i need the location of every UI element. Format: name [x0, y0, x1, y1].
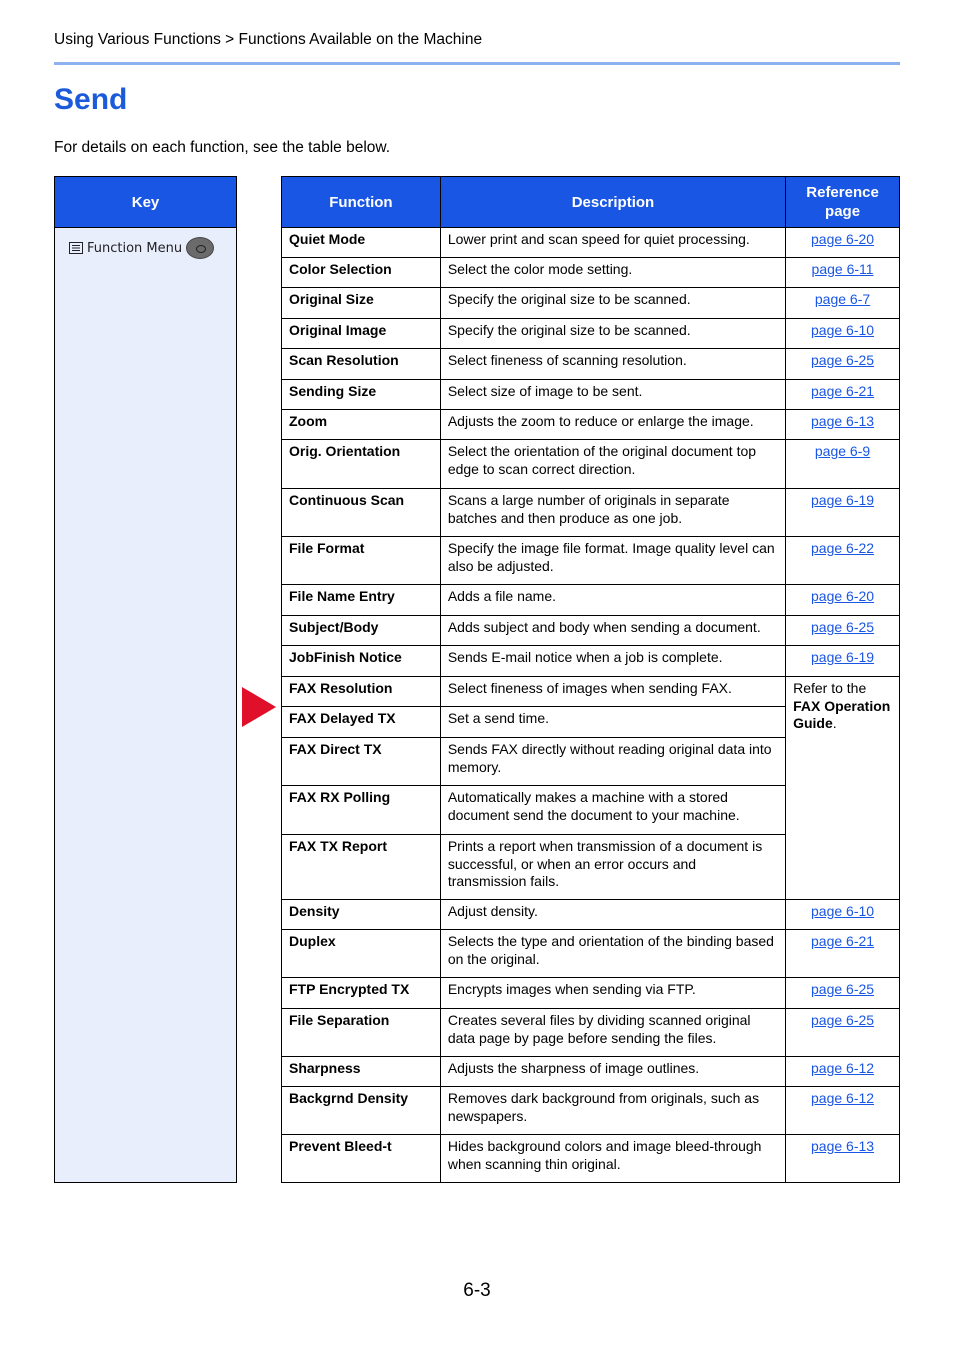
reference-page-link[interactable]: page 6-13: [811, 413, 875, 429]
table-row: [282, 537, 900, 585]
reference-cell: [786, 288, 900, 319]
reference-cell: [786, 1057, 900, 1087]
page-number: 6-3: [463, 1280, 491, 1301]
function-name: Sending Size: [282, 380, 441, 410]
reference-page-link[interactable]: page 6-25: [811, 981, 875, 997]
function-description: Adjust density.: [440, 900, 785, 930]
function-name: Continuous Scan: [282, 489, 441, 537]
list-menu-icon: [69, 242, 83, 254]
table-row: [282, 1135, 900, 1183]
column-header-reference: Reference page: [786, 177, 900, 228]
key-function-menu: [69, 237, 214, 259]
function-name: Original Size: [282, 288, 441, 319]
function-description: Specify the original size to be scanned.: [440, 319, 785, 349]
breadcrumb: Using Various Functions > Functions Available on the Machine: [54, 31, 483, 48]
function-description: Adds subject and body when sending a document.: [440, 616, 785, 646]
reference-cell: [786, 1135, 900, 1183]
reference-page-link[interactable]: page 6-19: [811, 649, 875, 665]
function-description: Creates several files by dividing scanned original data page by page before sending the files.: [440, 1009, 785, 1057]
reference-page-link[interactable]: page 6-21: [811, 383, 875, 399]
reference-cell: [786, 585, 900, 616]
function-description: Hides background colors and image bleed-through when scanning thin original.: [440, 1135, 785, 1183]
page-title: Send: [54, 83, 128, 116]
function-name: File Format: [282, 537, 441, 585]
reference-cell: [786, 646, 900, 677]
fax-ref-prefix: Refer to the: [793, 680, 867, 696]
reference-cell: [786, 228, 900, 258]
table-row: [282, 440, 900, 489]
function-description: Select fineness of scanning resolution.: [440, 349, 785, 380]
function-name: FAX Resolution: [282, 677, 441, 707]
table-row: [282, 1057, 900, 1087]
reference-page-link[interactable]: page 6-10: [811, 322, 875, 338]
table-row: [282, 900, 900, 930]
fax-guide-name: FAX Operation Guide: [793, 697, 891, 731]
function-description: Specify the image file format. Image quality level can also be adjusted.: [440, 537, 785, 585]
column-header-function: Function: [282, 177, 441, 228]
function-name: Backgrnd Density: [282, 1087, 441, 1135]
reference-page-link[interactable]: page 6-25: [811, 1012, 875, 1028]
table-row: [282, 1009, 900, 1057]
reference-cell: [786, 900, 900, 930]
key-header: Key: [55, 177, 236, 228]
reference-cell: [786, 1087, 900, 1135]
table-header-row: [282, 177, 900, 228]
function-name: File Name Entry: [282, 585, 441, 616]
function-description: Set a send time.: [440, 707, 785, 738]
function-description: Select size of image to be sent.: [440, 380, 785, 410]
function-description: Prints a report when transmission of a document is successful, or when an error occurs and transmission fails.: [440, 835, 785, 900]
reference-page-link[interactable]: page 6-13: [811, 1138, 875, 1154]
intro-text: For details on each function, see the table below.: [54, 139, 391, 156]
reference-cell: [786, 349, 900, 380]
table-row: [282, 646, 900, 677]
function-menu-label: Function Menu: [87, 240, 183, 256]
fax-reference-cell: [786, 677, 900, 900]
function-name: File Separation: [282, 1009, 441, 1057]
reference-page-link[interactable]: page 6-9: [814, 443, 871, 459]
function-description: Automatically makes a machine with a stored document send the document to your machine.: [440, 786, 785, 835]
reference-page-link[interactable]: page 6-20: [811, 588, 875, 604]
reference-page-link[interactable]: page 6-25: [811, 619, 875, 635]
function-description: Selects the type and orientation of the binding based on the original.: [440, 930, 785, 978]
reference-page-link[interactable]: page 6-12: [811, 1090, 875, 1106]
function-name: Duplex: [282, 930, 441, 978]
reference-page-link[interactable]: page 6-20: [811, 231, 875, 247]
table-row: [282, 380, 900, 410]
function-table: [281, 176, 900, 1183]
function-name: Subject/Body: [282, 616, 441, 646]
table-row: [282, 1087, 900, 1135]
reference-cell: [786, 537, 900, 585]
function-name: Quiet Mode: [282, 228, 441, 258]
function-description: Select fineness of images when sending FAX.: [440, 677, 785, 707]
function-name: Density: [282, 900, 441, 930]
function-name: FAX Direct TX: [282, 738, 441, 786]
table-row: [282, 258, 900, 288]
reference-cell: [786, 489, 900, 537]
function-description: Adds a file name.: [440, 585, 785, 616]
table-row: [282, 677, 900, 707]
reference-cell: [786, 319, 900, 349]
function-description: Adjusts the sharpness of image outlines.: [440, 1057, 785, 1087]
function-name: Zoom: [282, 410, 441, 440]
table-row: [282, 319, 900, 349]
function-name: Scan Resolution: [282, 349, 441, 380]
function-description: Select the color mode setting.: [440, 258, 785, 288]
reference-page-link[interactable]: page 6-12: [811, 1060, 875, 1076]
reference-cell: [786, 258, 900, 288]
table-row: [282, 349, 900, 380]
reference-cell: [786, 380, 900, 410]
reference-cell: [786, 1009, 900, 1057]
function-name: FAX Delayed TX: [282, 707, 441, 738]
function-name: Original Image: [282, 319, 441, 349]
fax-ref-suffix: .: [832, 715, 837, 731]
function-description: Sends E-mail notice when a job is complete.: [440, 646, 785, 677]
function-description: Scans a large number of originals in separate batches and then produce as one job.: [440, 489, 785, 537]
reference-page-link[interactable]: page 6-11: [811, 261, 874, 277]
table-row: [282, 489, 900, 537]
function-name: FAX RX Polling: [282, 786, 441, 835]
reference-cell: [786, 410, 900, 440]
table-row: [282, 930, 900, 978]
table-row: [282, 228, 900, 258]
reference-cell: [786, 978, 900, 1009]
function-description: Specify the original size to be scanned.: [440, 288, 785, 319]
reference-page-link[interactable]: page 6-21: [811, 933, 875, 949]
function-name: JobFinish Notice: [282, 646, 441, 677]
reference-page-link[interactable]: page 6-22: [811, 540, 875, 556]
table-row: [282, 585, 900, 616]
reference-page-link[interactable]: page 6-7: [814, 291, 871, 307]
function-name: Sharpness: [282, 1057, 441, 1087]
function-description: Lower print and scan speed for quiet processing.: [440, 228, 785, 258]
function-description: Select the orientation of the original document top edge to scan correct direction.: [440, 440, 785, 489]
reference-cell: [786, 616, 900, 646]
table-row: [282, 410, 900, 440]
function-name: FAX TX Report: [282, 835, 441, 900]
function-name: Prevent Bleed-t: [282, 1135, 441, 1183]
reference-page-link[interactable]: page 6-19: [811, 492, 875, 508]
table-row: [282, 978, 900, 1009]
table-row: [282, 288, 900, 319]
function-name: FTP Encrypted TX: [282, 978, 441, 1009]
header-rule: [54, 62, 900, 65]
function-description: Sends FAX directly without reading original data into memory.: [440, 738, 785, 786]
reference-page-link[interactable]: page 6-25: [811, 352, 875, 368]
table-row: [282, 616, 900, 646]
function-description: Removes dark background from originals, such as newspapers.: [440, 1087, 785, 1135]
reference-cell: [786, 930, 900, 978]
column-header-description: Description: [440, 177, 785, 228]
function-description: Encrypts images when sending via FTP.: [440, 978, 785, 1009]
reference-cell: [786, 440, 900, 489]
pointer-arrow-icon: [242, 687, 276, 727]
oval-hardware-button-icon: [186, 237, 214, 259]
function-name: Orig. Orientation: [282, 440, 441, 489]
function-description: Adjusts the zoom to reduce or enlarge the image.: [440, 410, 785, 440]
key-panel: [54, 176, 237, 1183]
function-name: Color Selection: [282, 258, 441, 288]
reference-page-link[interactable]: page 6-10: [811, 903, 875, 919]
